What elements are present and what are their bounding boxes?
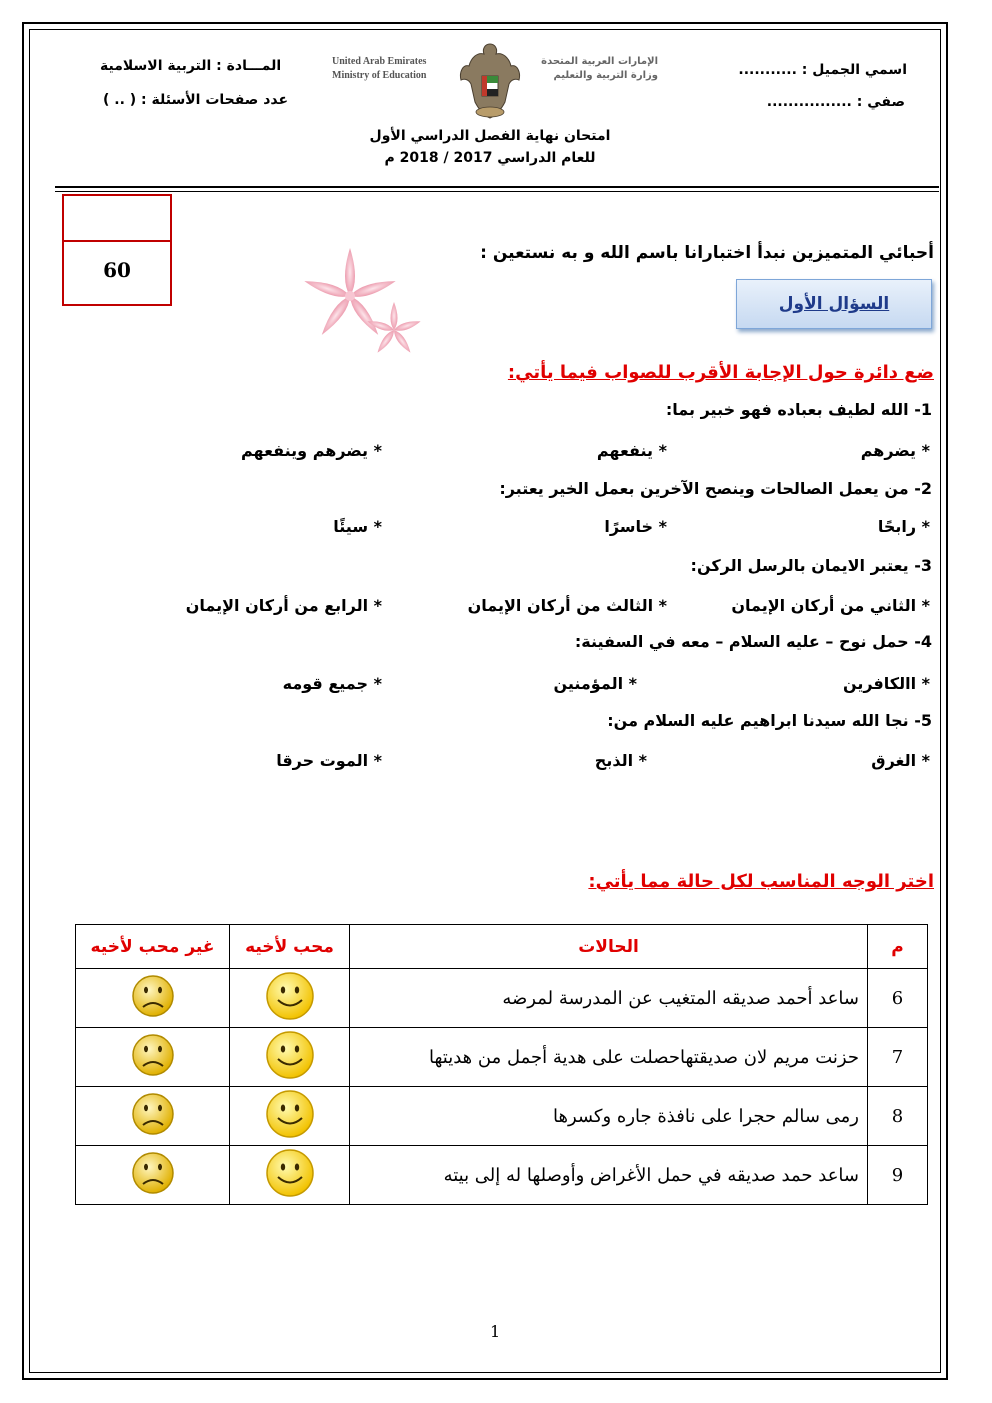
- logo-en-line1: United Arab Emirates: [332, 56, 427, 67]
- header-divider: [55, 186, 939, 188]
- section2-instruction: اختر الوجه المناسب لكل حالة مما يأتي:: [588, 871, 934, 892]
- sad-face-icon[interactable]: [128, 1089, 178, 1139]
- header-cases: الحالات: [350, 925, 868, 969]
- q5-option-c[interactable]: * الموت حرقا: [276, 751, 382, 770]
- sad-face-icon[interactable]: [128, 1148, 178, 1198]
- row-number: 7: [868, 1028, 928, 1087]
- question-4: 4- حمل نوح – عليه السلام – معه في السفينة:: [574, 632, 932, 651]
- q3-option-b[interactable]: * الثالث من أركان الإيمان: [467, 596, 667, 615]
- smiley-face-icon[interactable]: [265, 971, 315, 1021]
- happy-face-cell[interactable]: [230, 969, 350, 1028]
- subject-label: المـــادة : التربية الاسلامية: [100, 58, 282, 74]
- q1-option-b[interactable]: * ينفعهم: [596, 441, 667, 460]
- row-case-text: حزنت مريم لان صديقتهاحصلت على هدية أجمل من هديتها: [350, 1028, 868, 1087]
- q2-option-c[interactable]: * سيئًا: [333, 517, 382, 536]
- q1-option-a[interactable]: * يضرهم: [860, 441, 930, 460]
- logo-ar-line1: الإمارات العربية المتحدة: [541, 56, 658, 67]
- flower-icon: [288, 244, 428, 360]
- academic-year: للعام الدراسي 2017 / 2018 م: [384, 150, 596, 166]
- table-row: [76, 1146, 928, 1205]
- row-case-text: رمى سالم حجرا على نافذة جاره وكسرها: [350, 1087, 868, 1146]
- section1-instruction: ضع دائرة حول الإجابة الأقرب للصواب فيما يأتي:: [507, 362, 934, 383]
- row-number: 9: [868, 1146, 928, 1205]
- exam-title: امتحان نهاية الفصل الدراسي الأول: [369, 128, 611, 144]
- q3-option-c[interactable]: * الرابع من أركان الإيمان: [185, 596, 382, 615]
- score-total: 60: [103, 258, 131, 282]
- question-2: 2- من يعمل الصالحات وينصح الآخرين بعمل الخير يعتبر:: [499, 479, 932, 498]
- intro-text: أحبائي المتميزين نبدأ اختبارانا باسم الله و به نستعين :: [480, 243, 934, 263]
- smiley-face-icon[interactable]: [265, 1089, 315, 1139]
- page-number: 1: [490, 1322, 501, 1341]
- q2-option-b[interactable]: * خاسرًا: [604, 517, 667, 536]
- table-row: [76, 969, 928, 1028]
- ministry-logo: [330, 40, 660, 124]
- q2-option-a[interactable]: * رابحًا: [877, 517, 930, 536]
- header-not-loving: غير محب لأخيه: [76, 925, 230, 969]
- score-divider: [64, 240, 170, 242]
- row-number: 6: [868, 969, 928, 1028]
- sad-face-cell[interactable]: [76, 1028, 230, 1087]
- student-name-field: اسمي الجميل : ...........: [738, 62, 907, 78]
- row-case-text: ساعد أحمد صديقه المتغيب عن المدرسة لمرضه: [350, 969, 868, 1028]
- table-header-row: [76, 925, 928, 969]
- smiley-face-icon[interactable]: [265, 1148, 315, 1198]
- table-row: [76, 1087, 928, 1146]
- happy-face-cell[interactable]: [230, 1087, 350, 1146]
- header-divider-thin: [55, 191, 939, 192]
- q3-option-a[interactable]: * الثاني من أركان الإيمان: [731, 596, 930, 615]
- question-one-button[interactable]: السؤال الأول: [736, 279, 932, 329]
- happy-face-cell[interactable]: [230, 1028, 350, 1087]
- table-row: [76, 1028, 928, 1087]
- q1-option-c[interactable]: * يضرهم وينفعهم: [240, 441, 382, 460]
- smiley-face-icon[interactable]: [265, 1030, 315, 1080]
- sad-face-cell[interactable]: [76, 969, 230, 1028]
- cases-table: [75, 924, 928, 1205]
- logo-ar-line2: وزارة التربية والتعليم: [553, 70, 658, 81]
- sad-face-icon[interactable]: [128, 971, 178, 1021]
- sad-face-cell[interactable]: [76, 1087, 230, 1146]
- pages-count-label: عدد صفحات الأسئلة : ( .. ): [103, 92, 289, 108]
- class-field: صفي : ................: [766, 94, 905, 110]
- question-1: 1- الله لطيف بعباده فهو خبير بما:: [665, 400, 932, 419]
- eagle-emblem-icon: [455, 40, 525, 124]
- sad-face-cell[interactable]: [76, 1146, 230, 1205]
- happy-face-cell[interactable]: [230, 1146, 350, 1205]
- score-box: [62, 194, 172, 306]
- q4-option-a[interactable]: * االكافرين: [842, 674, 930, 693]
- header-loving: محب لأخيه: [230, 925, 350, 969]
- q4-option-b[interactable]: * المؤمنين: [553, 674, 637, 693]
- q5-option-a[interactable]: * الغرق: [871, 751, 930, 770]
- question-3: 3- يعتبر الايمان بالرسل الركن:: [690, 556, 932, 575]
- logo-en-line2: Ministry of Education: [332, 70, 427, 81]
- q5-option-b[interactable]: * الذبح: [594, 751, 647, 770]
- sad-face-icon[interactable]: [128, 1030, 178, 1080]
- row-case-text: ساعد حمد صديقه في حمل الأغراض وأوصلها له إلى بيته: [350, 1146, 868, 1205]
- question-5: 5- نجا الله سيدنا ابراهيم عليه السلام من:: [607, 711, 932, 730]
- header-num: م: [868, 925, 928, 969]
- q4-option-c[interactable]: * جميع قومه: [282, 674, 382, 693]
- row-number: 8: [868, 1087, 928, 1146]
